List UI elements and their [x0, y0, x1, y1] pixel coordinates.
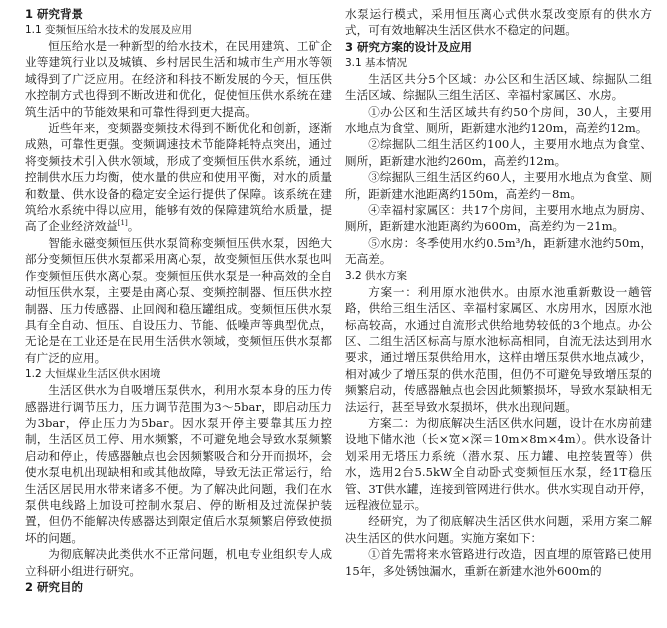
- subsection-heading-3-1: 3.1 基本情况: [345, 56, 408, 69]
- paragraph: 经研究，为了彻底解决生活区供水问题，采用方案二解决生活区的供水问题。实施方案如下：: [345, 514, 652, 545]
- paragraph: 方案二：为彻底解决生活区供水问题，设计在水房前建设地下储水池（长×宽×深＝10m×8m×4m）。供水设备计划采用无塔压力系统（潜水泵、压力罐、电控装置等）供水，选用2台5.5kW全自动卧式变频恒压水泵，经1T稳压管、3T供水罐，连接到管网进行供水。供水实现自动开停，远程液位显示。: [345, 415, 652, 512]
- subsection-heading-1-2: 1.2 大恒煤业生活区供水困境: [25, 368, 161, 381]
- list-item: ④幸福村家属区：共17个房间，主要用水地点为厨房、厕所，距新建水池距离约为600m，高差约为－21m。: [345, 203, 652, 234]
- paragraph: 恒压给水是一种新型的给水技术，在民用建筑、工矿企业等建筑行业以及城镇、乡村居民生活和城市生产用水等领域得到了广泛应用。在经济和科技不断发展的今天，恒压供水控制方式也得到不断改进和优化，促使恒压供水系统在建筑生活中的节能效果和可靠性得到更大提高。: [25, 39, 332, 119]
- list-item: ①办公区和生活区域共有约50个房间，30人，主要用水地点为食堂、厕所，距新建水池约120m，高差约12m。: [345, 104, 652, 136]
- paragraph: 方案一：利用原水池供水。由原水池重新敷设一趟管路，供给三组生活区、幸福村家属区、水房用水，因原水池标高较高，水通过自流形式供给地势较低的3个地点。办公区、二组生活区标高与原水池标高相同，自流无法达到用水要求，通过增压泵供给用水，这样由增压泵供水地点减少，相对减少了增压泵的供水范围，但仍不可避免导致增压泵的频繁启动，传感器触点也会因此频繁损坏，导致水泵缺相无法运行，甚至导致水泵损坏，供水出现问题。: [345, 284, 652, 414]
- right-column: [345, 6, 652, 579]
- paragraph: 生活区共分5个区域：办公区和生活区域、综掘队二组生活区域、综掘队三组生活区、幸福村家属区、水房。: [345, 71, 652, 103]
- paragraph-continued: 水泵运行模式，采用恒压离心式供水泵改变原有的供水方式，可有效地解决生活区供水不稳定的问题。: [345, 7, 652, 38]
- section-heading-2: 2 研究目的: [25, 580, 84, 594]
- paragraph: 智能永磁变频恒压供水泵简称变频恒压供水泵，因绝大部分变频恒压供水泵都采用离心泵，故变频恒压供水泵也叫作变频恒压供水离心泵。变频恒压供水泵是一种高效的全自动恒压供水泵，主要是由离心泵、变频控制器、恒压供水控制器、压力传感器、止回阀和稳压罐组成。变频恒压供水泵具有全自动、恒压、自设压力、节能、低噪声等典型优点，无论是在工业还是在民用生活供水领域，变频恒压供水泵都有广泛的应用。: [25, 235, 332, 365]
- section-heading-1: 1 研究背景: [25, 7, 84, 21]
- paragraph-end: 。: [127, 219, 140, 234]
- paragraph-text: 近些年来，变频器变频技术得到不断优化和创新，逐渐成熟，可靠性更强。变频调速技术节能降耗特点突出，通过将变频技术引入供水领域，形成了变频恒压供水系统，通过控制供水压力均衡，使水量的供应和使用平衡，对水的质量和数量、供水设备的稳定安全运行提供了保障。该系统在建筑给水系统中得以应用，能够有效的保障建筑给水质量，提高了企业经济效益: [25, 121, 332, 234]
- paragraph: 生活区供水为自吸增压泵供水，利用水泵本身的压力传感器进行调节压力，压力调节范围为3～5bar，即启动压力为3bar，停止压力为5bar。因水泵开停主要靠其压力控制，生活区员工停、用水频繁，不可避免地会导致水泵频繁启动和停止，传感器触点也会因频繁吸合和分开而损坏，会使水泵电机出现缺相和或其他故障，导致无法正常运行，给生活区居民用水带来诸多不便。为了解决此问题，我们在水泵供电线路上加设可控制水泵启、停的断相及过流保护装置，但仍不能解决传感器达到限定值后水泵频繁启停致使损坏的问题。: [25, 383, 332, 545]
- section-heading-3: 3 研究方案的设计及应用: [345, 39, 473, 54]
- subsection-heading-3-2: 3.2 供水方案: [345, 269, 408, 282]
- paragraph: 为彻底解决此类供水不正常问题，机电专业组织专人成立科研小组进行研究。: [25, 547, 332, 578]
- paragraph: [25, 120, 332, 235]
- list-item: ⑤水房：冬季使用水约0.5m³/h，距新建水池约50m，无高差。: [345, 235, 652, 267]
- citation-ref: [1]: [117, 219, 128, 228]
- left-column: [25, 6, 332, 595]
- subsection-heading-1-1: 1.1 变频恒压给水技术的发展及应用: [25, 24, 193, 36]
- list-item: ①首先需将来水管路进行改造，因直埋的原管路已使用15年，多处锈蚀漏水，重新在新建水池外600m的: [345, 547, 652, 578]
- list-item: ②综掘队二组生活区约100人，主要用水地点为食堂、厕所，距新建水池约260m，高差约12m。: [345, 137, 652, 168]
- list-item: ③综掘队三组生活区约60人，主要用水地点为食堂、厕所，距新建水池距离约150m，高差约－8m。: [345, 170, 652, 201]
